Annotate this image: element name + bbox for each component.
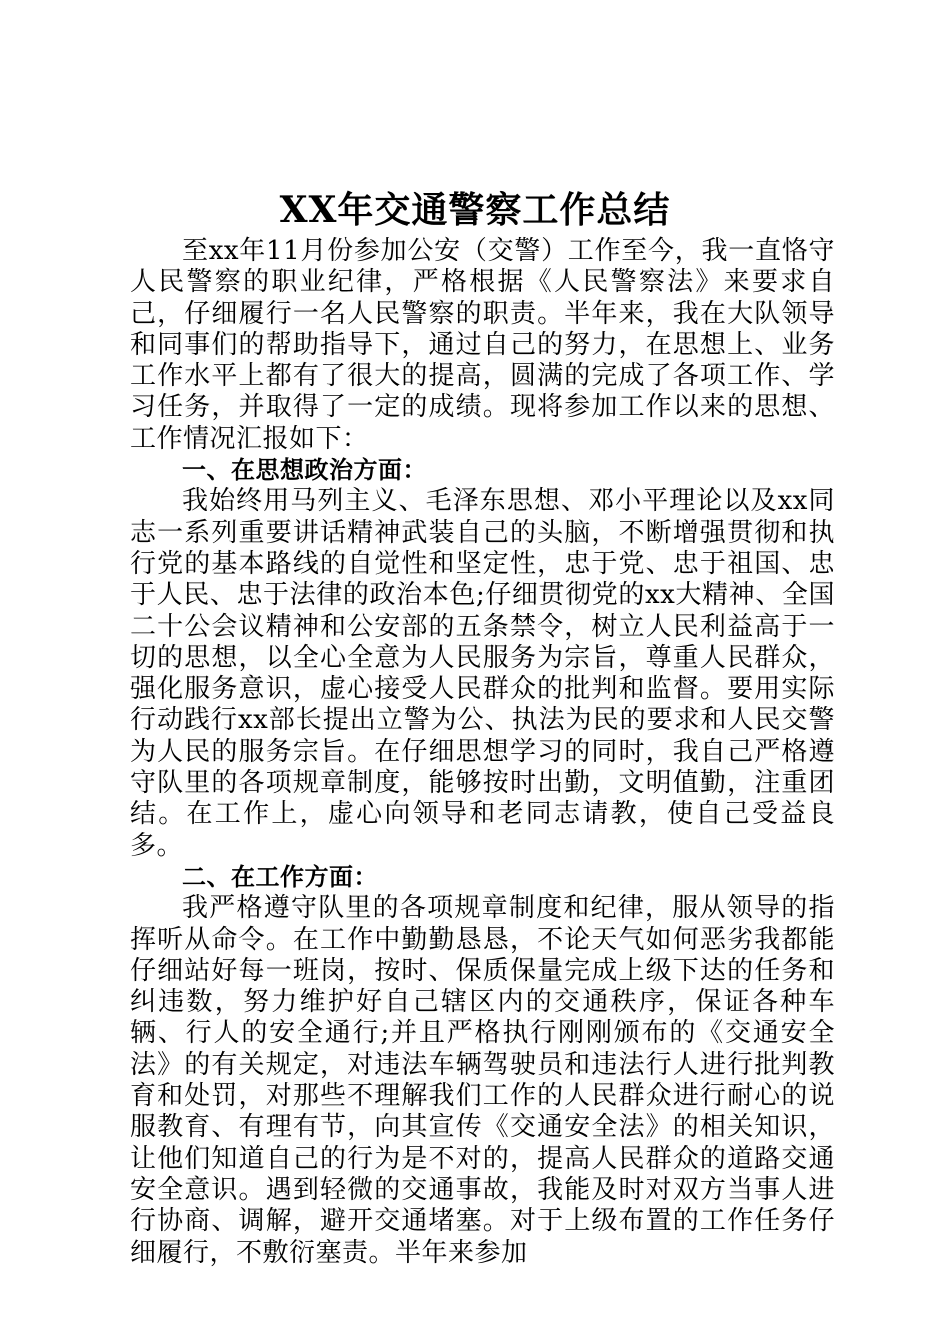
section-paragraph-political: 我始终用马列主义、毛泽东思想、邓小平理论以及xx同志一系列重要讲话精神武装自己的头脑，不断增强贯彻和执行党的基本路线的自觉性和坚定性，忠于党、忠于祖国、忠于人民、忠于法律的政治本色;仔细贯彻党的xx大精神、全国二十公会议精神和公安部的五条禁令，树立人民利益高于一切的思想，以全心全意为人民服务为宗旨，尊重人民群众，强化服务意识，虚心接受人民群众的批判和监督。要用实际行动践行xx部长提出立警为公、执法为民的要求和人民交警为人民的服务宗旨。在仔细思想学习的同时，我自己严格遵守队里的各项规章制度，能够按时出勤，文明值勤，注重团结。在工作上，虚心向领导和老同志请教，使自己受益良多。 [130, 486, 835, 861]
section-heading-work: 二、在工作方面： [182, 862, 378, 891]
document-body [130, 236, 835, 1269]
section-paragraph-work: 我严格遵守队里的各项规章制度和纪律，服从领导的指挥听从命令。在工作中勤勤恳恳，不论天气如何恶劣我都能仔细站好每一班岗，按时、保质保量完成上级下达的任务和纠违数，努力维护好自己辖区内的交通秩序，保证各种车辆、行人的安全通行;并且严格执行刚刚颁布的《交通安全法》的有关规定，对违法车辆驾驶员和违法行人进行批判教育和处罚，对那些不理解我们工作的人民群众进行耐心的说服教育、有理有节，向其宣传《交通安全法》的相关知识，让他们知道自己的行为是不对的，提高人民群众的道路交通安全意识。遇到轻微的交通事故，我能及时对双方当事人进行协商、调解，避开交通堵塞。对于上级布置的工作任务仔细履行，不敷衍塞责。半年来参加 [130, 893, 835, 1268]
document-title: XX年交通警察工作总结 [279, 189, 671, 231]
intro-paragraph: 至xx年11月份参加公安（交警）工作至今，我一直恪守人民警察的职业纪律，严格根据《人民警察法》来要求自己，仔细履行一名人民警察的职责。半年来，我在大队领导和同事们的帮助指导下，通过自己的努力，在思想上、业务工作水平上都有了很大的提高，圆满的完成了各项工作、学习任务，并取得了一定的成绩。现将参加工作以来的思想、工作情况汇报如下： [130, 236, 835, 454]
section-heading-political: 一、在思想政治方面： [182, 456, 427, 485]
